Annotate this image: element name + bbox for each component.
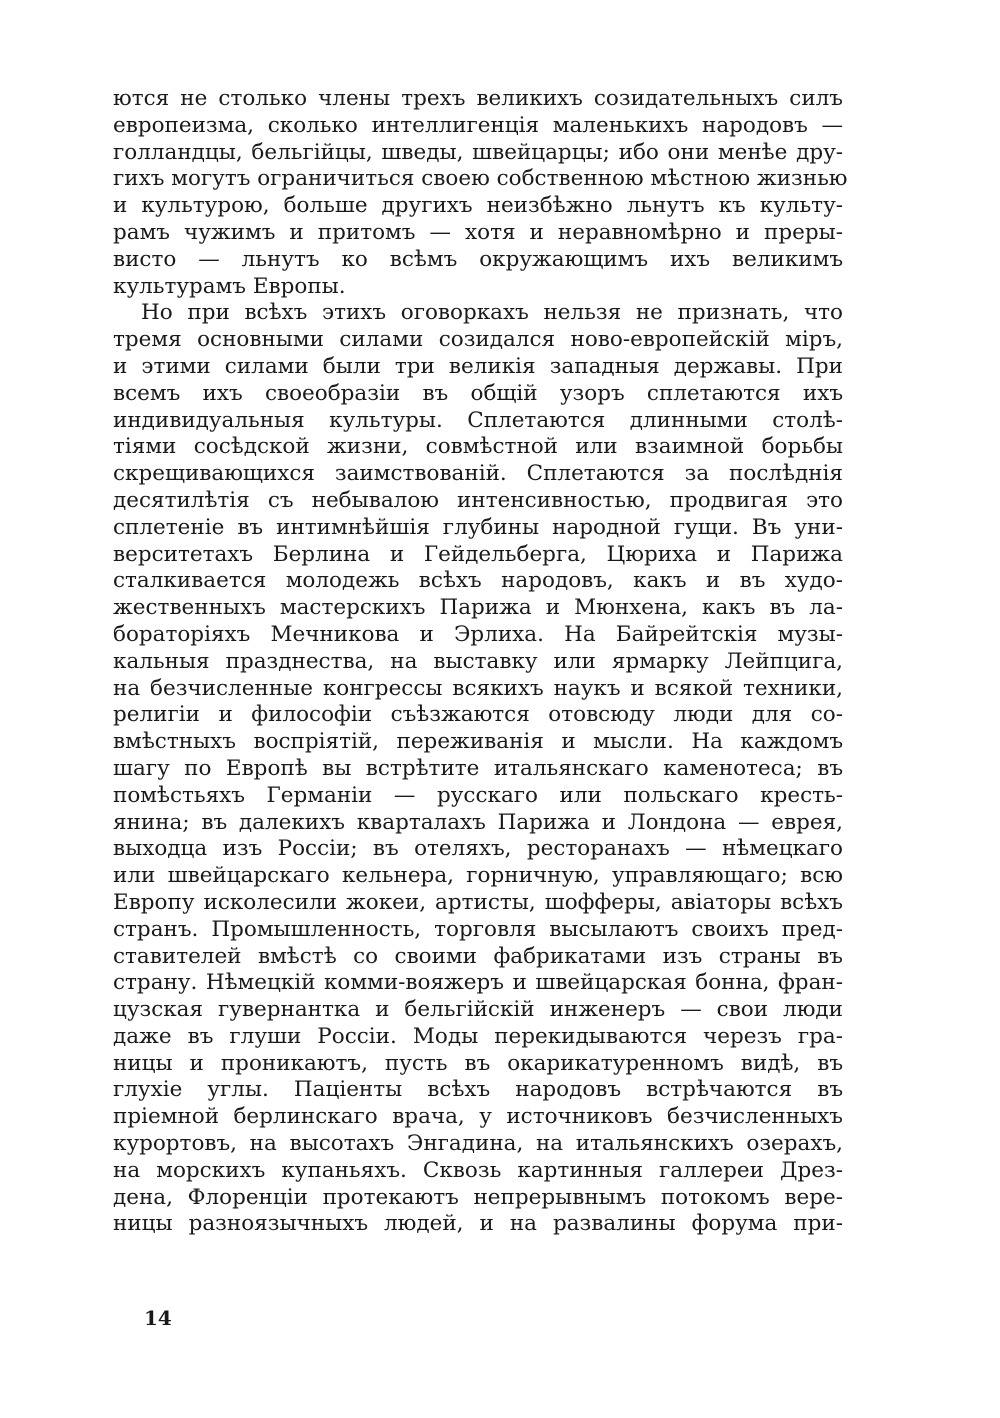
text-line: ставителей вмѣстѣ со своими фабрикатами изъ страны въ <box>113 943 843 969</box>
text-line: скрещивающихся заимствованій. Сплетаются за послѣднія <box>113 461 843 487</box>
text-line: гихъ могутъ ограничиться своею собственною мѣстною жизнью <box>113 166 848 192</box>
text-line: индивидуальныя культуры. Сплетаются длинными столѣ- <box>113 407 843 433</box>
text-line: вмѣстныхъ воспріятій, переживанія и мысли. На каждомъ <box>113 729 843 755</box>
text-line: ницы и проникаютъ, пусть въ окарикатуренномъ видѣ, въ <box>113 1050 843 1076</box>
text-line: янина; въ далекихъ кварталахъ Парижа и Лондона — еврея, <box>113 809 843 835</box>
paragraph <box>113 300 843 1238</box>
text-line: кальныя празднества, на выставку или ярмарку Лейпцига, <box>113 648 843 674</box>
text-line: висто — льнутъ ко всѣмъ окружающимъ ихъ великимъ <box>113 246 843 272</box>
text-line: десятилѣтія съ небывалою интенсивностью, продвигая это <box>113 487 843 513</box>
text-line: цузская гувернантка и бельгійскій инженеръ — свои люди <box>113 997 843 1023</box>
text-line: культурамъ Европы. <box>113 273 346 299</box>
paragraph <box>113 86 848 300</box>
text-line: даже въ глуши Россіи. Моды перекидываются черезъ гра- <box>113 1023 843 1049</box>
text-line: Но при всѣхъ этихъ оговоркахъ нельзя не признать, что <box>141 300 843 326</box>
text-line: сталкивается молодежь всѣхъ народовъ, какъ и въ худо- <box>113 568 843 594</box>
text-line: на безчисленные конгрессы всякихъ наукъ и всякой техники, <box>113 675 843 701</box>
text-line: рамъ чужимъ и притомъ — хотя и неравномѣрно и преры- <box>113 219 843 245</box>
text-line: шагу по Европѣ вы встрѣтите итальянскаго каменотеса; въ <box>113 755 843 781</box>
text-line: верситетахъ Берлина и Гейдельберга, Цюриха и Парижа <box>113 541 843 567</box>
text-line: бораторіяхъ Мечникова и Эрлиха. На Байрейтскія музы- <box>113 621 843 647</box>
text-line: сплетеніе въ интимнѣйшія глубины народной гущи. Въ уни- <box>113 514 843 540</box>
text-line: страну. Нѣмецкій комми-вояжеръ и швейцарская бонна, фран- <box>113 970 843 996</box>
body-text <box>113 86 848 1238</box>
text-line: дена, Флоренціи протекаютъ непрерывнымъ потокомъ вере- <box>113 1184 843 1210</box>
page-number: 14 <box>144 1306 172 1330</box>
text-line: Европу исколесили жокеи, артисты, шофферы, авіаторы всѣхъ <box>113 889 843 915</box>
text-line: жественныхъ мастерскихъ Парижа и Мюнхена, какъ въ ла- <box>113 595 843 621</box>
text-line: тіями сосѣдской жизни, совмѣстной или взаимной борьбы <box>113 434 843 460</box>
text-line: европеизма, сколько интеллигенція маленькихъ народовъ — <box>113 112 843 138</box>
text-line: тремя основными силами созидался ново-европейскій міръ, <box>113 327 843 353</box>
text-line: голландцы, бельгійцы, шведы, швейцарцы; ибо они менѣе дру- <box>113 139 843 165</box>
text-line: странъ. Промышленность, торговля высылаютъ своихъ пред- <box>113 916 843 942</box>
text-line: глухіе углы. Паціенты всѣхъ народовъ встрѣчаются въ <box>113 1077 843 1103</box>
text-line: на морскихъ купаньяхъ. Сквозь картинныя галлереи Дрез- <box>113 1157 843 1183</box>
text-line: религіи и философіи съѣзжаются отовсюду люди для со- <box>113 702 843 728</box>
text-line: курортовъ, на высотахъ Энгадина, на итальянскихъ озерахъ, <box>113 1131 843 1157</box>
text-line: или швейцарскаго кельнера, горничную, управляющаго; всю <box>113 863 843 889</box>
text-line: всемъ ихъ своеобразіи въ общій узоръ сплетаются ихъ <box>113 380 843 406</box>
text-line: ницы разноязычныхъ людей, и на развалины форума при- <box>113 1211 843 1237</box>
text-line: помѣстьяхъ Германіи — русскаго или польскаго кресть- <box>113 782 843 808</box>
text-line: и этими силами были три великія западныя державы. При <box>113 353 843 379</box>
text-line: ются не столько члены трехъ великихъ созидательныхъ силъ <box>113 86 843 111</box>
text-line: и культурою, больше другихъ неизбѣжно льнутъ къ культу- <box>113 193 843 219</box>
text-line: выходца изъ Россіи; въ отеляхъ, ресторанахъ — нѣмецкаго <box>113 836 843 862</box>
text-line: пріемной берлинскаго врача, у источниковъ безчисленныхъ <box>113 1104 843 1130</box>
